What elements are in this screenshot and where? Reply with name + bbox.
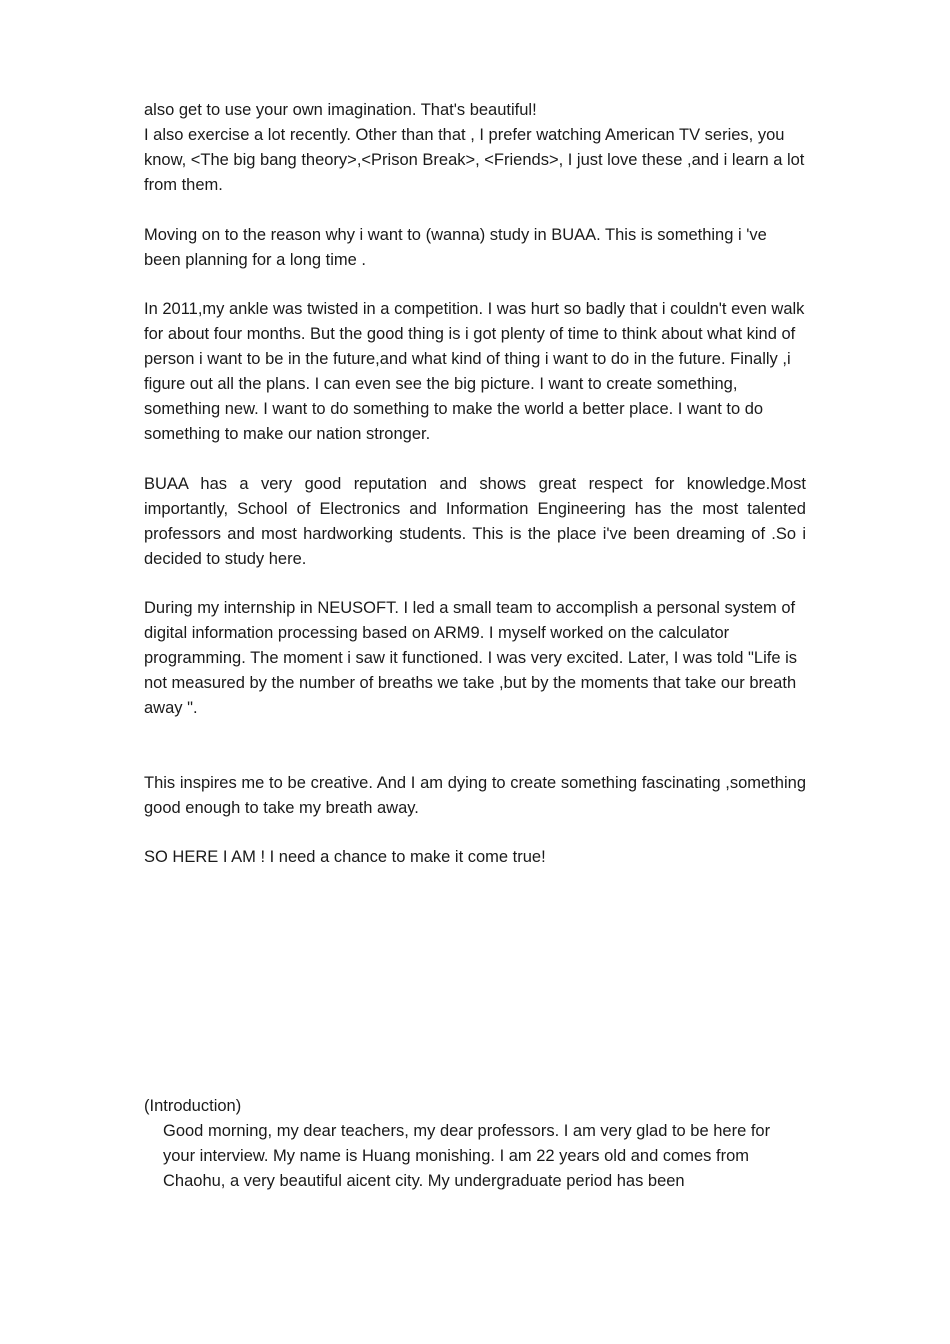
paragraph-reason: Moving on to the reason why i want to (wanna) study in BUAA. This is something i 've been planning for a long time . <box>144 226 767 269</box>
paragraph-conclusion: SO HERE I AM ! I need a chance to make it come true! <box>144 848 546 866</box>
paragraph-ankle-story: In 2011,my ankle was twisted in a competition. I was hurt so badly that i couldn't even walk for about four months. But the good thing is i got plenty of time to think about what kind of person i want to be in the future,and what kind of thing i want to do in the future. Finally ,i figure out all the plans. I can even see the big picture. I want to create something, something new. I want to do something to make the world a better place. I want to do something to make our nation stronger. <box>144 300 805 443</box>
introduction-heading: (Introduction) <box>144 1097 242 1115</box>
introduction-body: Good morning, my dear teachers, my dear professors. I am very glad to be here for your interview. My name is Huang monishing. I am 22 years old and comes from Chaohu, a very beautiful aicent city. My undergraduate period has been <box>163 1122 771 1190</box>
paragraph-inspiration: This inspires me to be creative. And I am dying to create something fascinating ,something good enough to take my breath away. <box>144 774 806 817</box>
paragraph-line: I also exercise a lot recently. Other than that , I prefer watching American TV series, you know, <The big bang theory>,<Prison Break>, <Friends>, I just love these ,and i learn a lot from them. <box>144 126 805 194</box>
paragraph-hobbies <box>144 98 806 198</box>
introduction-section <box>144 1094 806 1194</box>
paragraph-internship: During my internship in NEUSOFT. I led a small team to accomplish a personal system of digital information processing based on ARM9. I myself worked on the calculator programming. The moment i saw it functioned. I was very excited. Later, I was told "Life is not measured by the number of breaths we take ,but by the moments that take our breath away ". <box>144 599 798 717</box>
paragraph-buaa: BUAA has a very good reputation and shows great respect for knowledge.Most importantly, School of Electronics and Information Engineering has the most talented professors and most hardworking students. This is the place i've been dreaming of .So i decided to study here. <box>144 475 806 568</box>
paragraph-line: also get to use your own imagination. That's beautiful! <box>144 101 537 119</box>
